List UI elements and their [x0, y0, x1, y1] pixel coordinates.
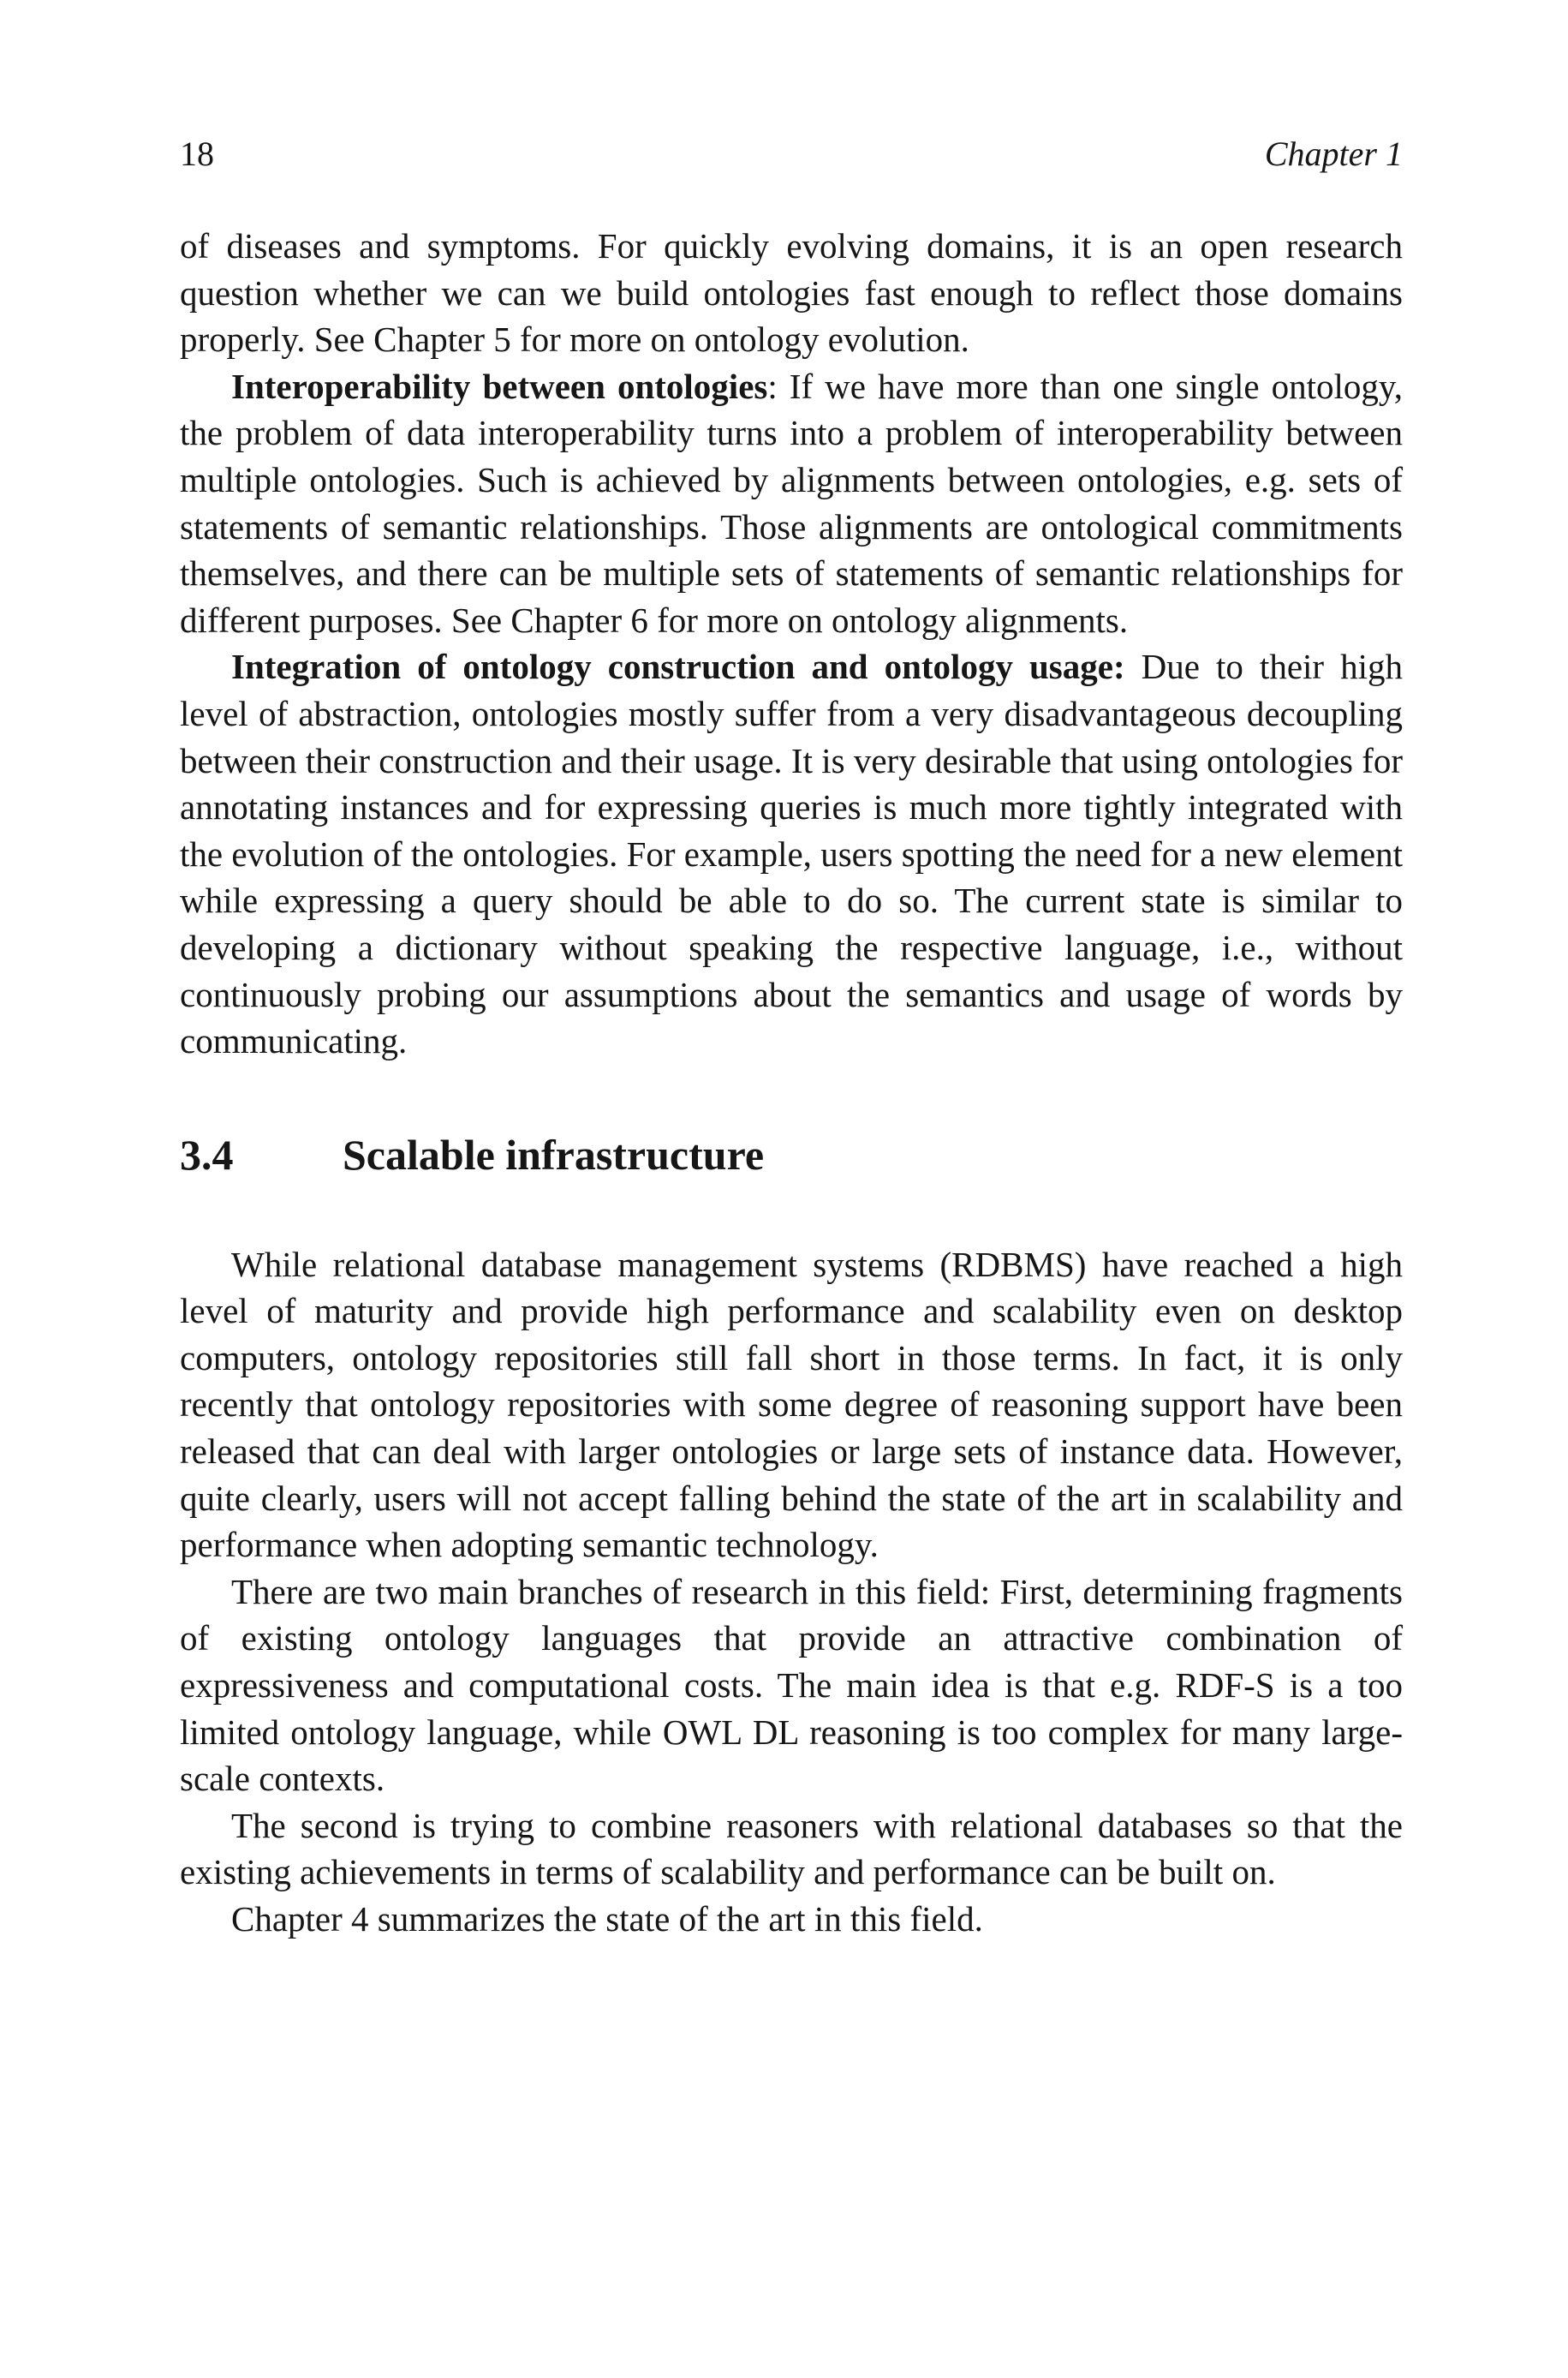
paragraph-interoperability: Interoperability between ontologies: If we have more than one single ontology, the problem of data interoperability turns into a problem of interoperability between multiple ontologies. Such is achieved by alignments between ontologies, e.g. sets of statements of semantic relationships. Those alignments are ontological commitments themselves, and there can be multiple sets of statements of semantic relationships for different purposes. See Chapter 6 for more on ontology alignments. [180, 366, 1404, 640]
book-page [180, 128, 1403, 1943]
section-heading [180, 1125, 1403, 1185]
paragraph-diseases: of diseases and symptoms. For quickly evolving domains, it is an open research question whether we can we build ontologies fast enough to reflect those domains properly. See Chapter 5 for more on ontology evolution. [180, 226, 1403, 360]
chapter-title: Chapter 1 [1264, 134, 1403, 173]
paragraph-chapter4: Chapter 4 summarizes the state of the art in this field. [231, 1899, 983, 1939]
paragraph-branches: There are two main branches of research in this field: First, determining fragments of existing ontology languages that provide an attractive combination of expressiveness and computational costs. The main idea is that e.g. RDF-S is a too limited ontology language, while OWL DL reasoning is too complex for many large-scale contexts. [180, 1571, 1403, 1799]
section-title: Scalable infrastructure [343, 1130, 765, 1179]
page-number: 18 [180, 134, 214, 173]
running-header [180, 128, 1403, 180]
paragraph-second: The second is trying to combine reasoners with relational databases so that the existing achievements in terms of scalability and performance can be built on. [180, 1805, 1403, 1892]
run-in-heading: Integration of ontology construction and ontology usage: [231, 647, 1125, 687]
section-number: 3.4 [180, 1130, 234, 1179]
paragraph-integration: Integration of ontology construction and ontology usage: Due to their high level of abstraction, ontologies mostly suffer from a very disadvantageous decoupling between their construction and their usage. It is very desirable that using ontologies for annotating instances and for expressing queries is much more tightly integrated with the evolution of the ontologies. For example, users spotting the need for a new element while expressing a query should be able to do so. The current state is similar to developing a dictionary without speaking the respective language, i.e., without continuously probing our assumptions about the semantics and usage of words by communicating. [180, 647, 1403, 1061]
paragraph-rdbms: While relational database management systems (RDBMS) have reached a high level of maturity and provide high performance and scalability even on desktop computers, ontology repositories still fall short in those terms. In fact, it is only recently that ontology repositories with some degree of reasoning support have been released that can deal with larger ontologies or large sets of instance data. However, quite clearly, users will not accept falling behind the state of the art in scalability and performance when adopting semantic technology. [180, 1244, 1403, 1565]
run-in-heading: Interoperability between ontologies [231, 366, 768, 406]
